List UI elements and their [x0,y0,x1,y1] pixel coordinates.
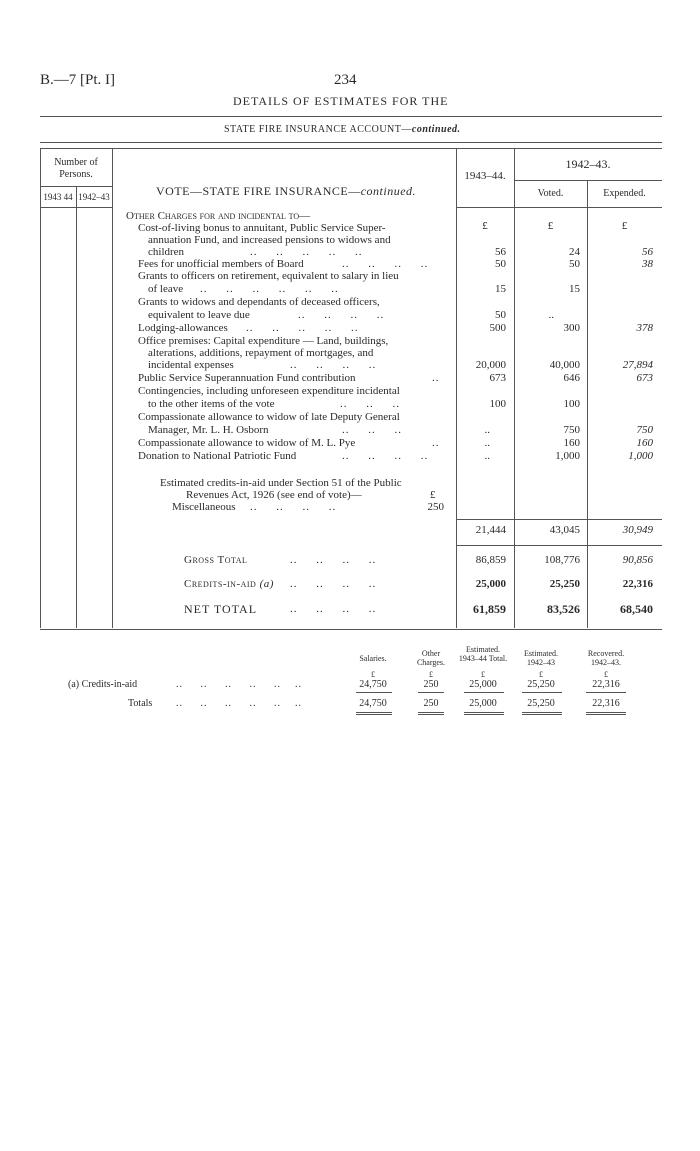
item-voted: 646 [563,372,580,384]
item-expended: 673 [636,372,653,384]
net-total-estimate: 61,859 [473,602,506,616]
leader-dots: .. .. .. .. [342,450,429,462]
col-1943-44-heading: 1943–44. [464,170,506,182]
net-total-label: NET TOTAL [184,602,258,616]
col-expended-heading: Expended. [603,188,646,199]
item-description: Compassionate allowance to widow of M. L. Pye [138,437,356,449]
item-voted: 15 [569,283,580,295]
item-estimate: 50 [495,309,506,321]
item-description: to the other items of the vote [148,398,275,410]
summary-cell: 25,000 [469,679,497,690]
subtitle-continued: continued. [411,124,461,135]
credits-note-line: Estimated credits-in-aid under Section 51 of the Public [160,477,402,489]
leader-dots: .. [432,437,440,449]
summary-cell: 24,750 [359,679,387,690]
leader-dots: .. .. .. .. [290,554,377,566]
leader-dots: .. .. .. .. .. .. [176,679,302,690]
section-heading: Other Charges for and incidental to— [126,210,311,222]
leader-dots: .. .. .. .. .. [250,246,363,258]
item-description: Compassionate allowance to widow of late Deputy General [138,411,400,423]
currency-voted: £ [547,220,554,232]
item-estimate: 50 [495,258,506,270]
item-expended: 38 [642,258,653,270]
summary-unit: £ [481,670,485,679]
item-voted: 300 [563,322,580,334]
credits-in-aid-voted: 25,250 [549,578,580,590]
summary-row-label: (a) Credits-in-aid [68,679,138,690]
item-expended: 27,894 [622,359,653,371]
credits-in-aid-estimate: 25,000 [475,578,506,590]
summary-cell: 25,250 [527,679,555,690]
item-description: Manager, Mr. L. H. Osborn [148,424,269,436]
net-total-expended: 68,540 [620,602,653,616]
col-voted-heading: Voted. [537,188,564,199]
summary-cell: 22,316 [592,679,620,690]
leader-dots: .. .. .. .. .. [246,322,359,334]
summary-recovered-heading: Recovered. 1942–43. [587,649,625,667]
persons-1942-43-heading: 1942–43 [78,192,110,202]
item-expended: 160 [636,437,653,449]
persons-1943-44-heading: 1943 44 [43,192,73,202]
summary-cell: 25,250 [527,698,555,709]
page-reference: B.—7 [Pt. I] [40,72,115,88]
currency-1943: £ [482,220,488,232]
item-description: children [148,246,185,258]
vote-title-continued: continued. [360,184,417,198]
item-expended: 56 [642,246,653,258]
item-description: Grants to officers on retirement, equivalent to salary in lieu [138,270,399,282]
item-description: Lodging-allowances [138,322,228,334]
summary-row-label: Totals [128,698,153,709]
item-description: equivalent to leave due [148,309,250,321]
leader-dots: .. .. .. [340,398,400,410]
leader-dots: .. .. .. .. [290,603,377,615]
credits-note-value: 250 [427,501,444,513]
item-estimate: .. [484,437,490,449]
item-expended: 750 [636,424,653,436]
subtotal-expended: 30,949 [622,524,653,536]
item-description: alterations, additions, repayment of mortgages, and [148,347,374,359]
item-description: incidental expenses [148,359,234,371]
gross-total-label: Gross Total [184,554,248,566]
credits-label-text: Credits-in-aid [184,578,257,590]
item-estimate: 500 [489,322,506,334]
item-description: Cost-of-living bonus to annuitant, Public Service Super- [138,222,386,234]
leader-dots: .. [432,372,440,384]
col-1942-43-heading: 1942–43. [565,157,611,171]
item-voted: 100 [563,398,580,410]
currency-expended: £ [621,220,628,232]
item-voted: 24 [569,246,580,258]
summary-est-1943-heading: Estimated. 1943–44 Total. [458,645,508,663]
leader-dots: .. .. .. .. [298,309,385,321]
gross-total-estimate: 86,859 [475,554,506,566]
credits-label-note: (a) [259,578,274,590]
leader-dots: .. .. .. .. [290,359,377,371]
item-voted: 1,000 [555,450,580,462]
credits-in-aid-label [184,578,274,590]
summary-unit: £ [429,670,433,679]
summary-other-charges-heading: Other Charges. [416,649,446,667]
credits-in-aid-expended: 22,316 [622,578,653,590]
item-estimate: .. [484,424,490,436]
item-description: annuation Fund, and increased pensions to widows and [148,234,391,246]
gross-total-voted: 108,776 [544,554,580,566]
item-estimate: 100 [489,398,506,410]
item-description: Office premises: Capital expenditure — Land, buildings, [138,335,389,347]
gross-total-expended: 90,856 [622,554,653,566]
subtitle-main: STATE FIRE INSURANCE ACCOUNT— [224,124,412,135]
net-total-voted: 83,526 [547,602,580,616]
vote-title-main: VOTE—STATE FIRE INSURANCE— [156,184,361,198]
item-voted: .. [548,309,554,321]
item-description: of leave [148,283,184,295]
summary-est-1942-heading: Estimated. 1942–43 [524,649,558,667]
credits-note-unit: £ [430,489,436,501]
item-estimate: 673 [489,372,506,384]
summary-cell: 250 [423,698,439,709]
summary-cell: 250 [423,679,439,690]
leader-dots: .. .. .. .. [250,501,337,513]
summary-cell: 24,750 [359,698,387,709]
summary-unit: £ [371,670,375,679]
item-estimate: .. [484,450,490,462]
leader-dots: .. .. .. [342,424,402,436]
item-description: Donation to National Patriotic Fund [138,450,297,462]
summary-salaries-heading: Salaries. [359,654,387,663]
subtotal-estimate: 21,444 [475,524,506,536]
leader-dots: .. .. .. .. .. .. [200,283,339,295]
credits-note-line: Miscellaneous [172,501,236,513]
item-description: Fees for unofficial members of Board [138,258,304,270]
summary-unit: £ [604,670,608,679]
vote-title [156,184,416,199]
summary-unit: £ [539,670,543,679]
item-estimate: 56 [495,246,506,258]
item-voted: 750 [563,424,580,436]
item-estimate: 15 [495,283,506,295]
item-voted: 50 [569,258,580,270]
credits-note-line: Revenues Act, 1926 (see end of vote)— [186,489,362,501]
page-subtitle [224,124,461,135]
leader-dots: .. .. .. .. .. .. [176,698,302,709]
item-voted: 40,000 [549,359,580,371]
number-of-persons-heading: Number of Persons. [54,157,98,180]
item-description: Public Service Superannuation Fund contribution [138,372,356,384]
item-voted: 160 [563,437,580,449]
page-number: 234 [334,72,357,88]
item-expended: 1,000 [628,450,653,462]
leader-dots: .. .. .. .. [342,258,429,270]
item-description: Grants to widows and dependants of deceased officers, [138,296,380,308]
item-estimate: 20,000 [475,359,506,371]
page-title: DETAILS OF ESTIMATES FOR THE [233,94,449,108]
item-description: Contingencies, including unforeseen expenditure incidental [138,385,400,397]
summary-cell: 25,000 [469,698,497,709]
summary-cell: 22,316 [592,698,620,709]
leader-dots: .. .. .. .. [290,578,377,590]
item-expended: 378 [636,322,653,334]
subtotal-voted: 43,045 [549,524,580,536]
